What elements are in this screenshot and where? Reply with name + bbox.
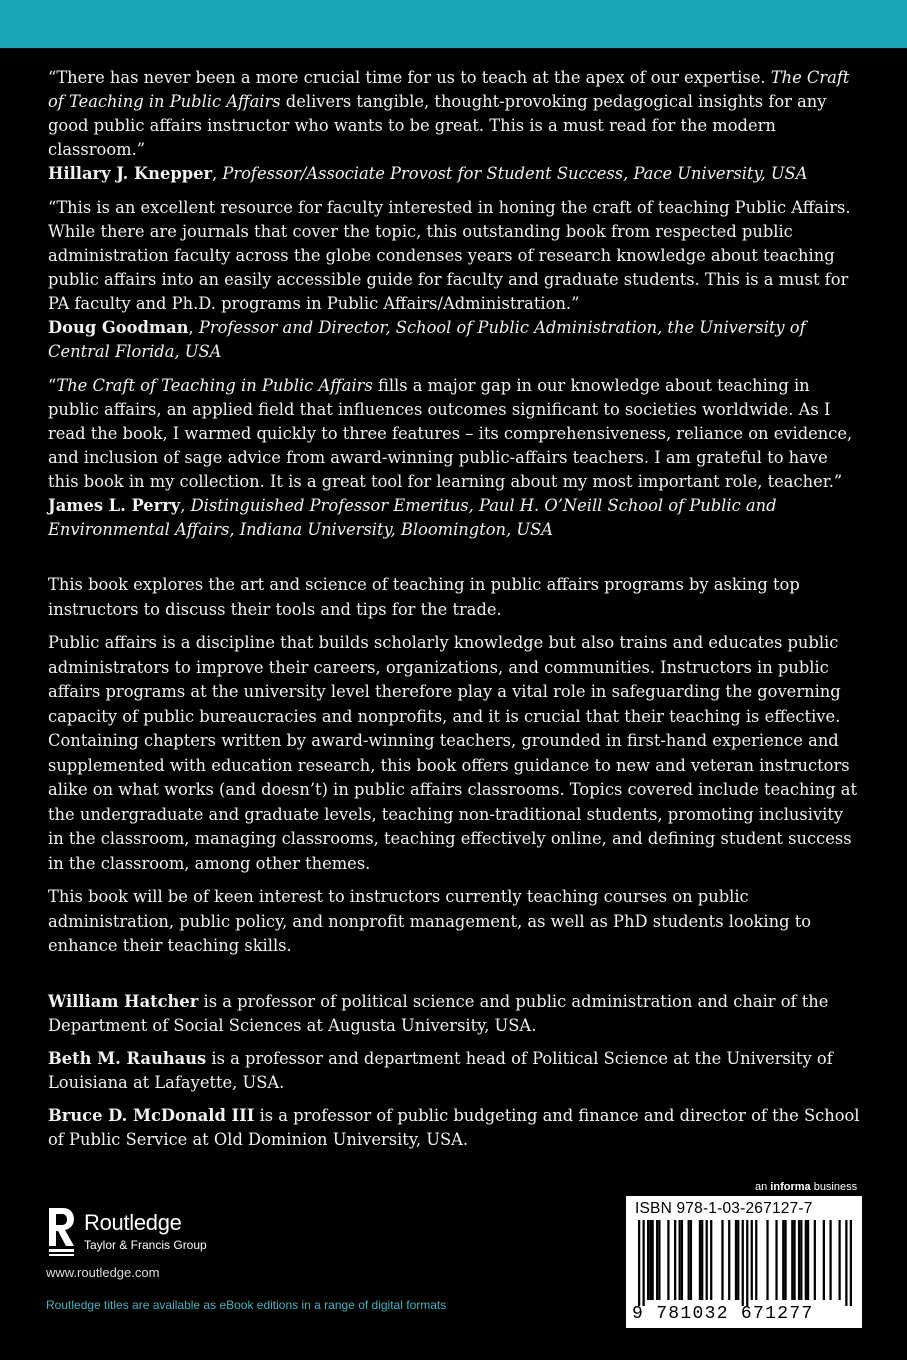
top-color-bar: [0, 0, 907, 48]
barcode-bar: [667, 1220, 669, 1300]
barcode-bar: [751, 1220, 753, 1300]
barcode-bar: [746, 1220, 748, 1306]
barcode-bar: [674, 1220, 676, 1300]
barcode-bar: [690, 1220, 692, 1300]
routledge-logo: [46, 1206, 246, 1258]
back-cover-text: [48, 66, 860, 1161]
barcode-bar: [658, 1220, 660, 1300]
author-bio: William Hatcher is a professor of political science and public administration and chair of the Department of Social Sciences at Augusta University, USA.: [48, 991, 829, 1035]
routledge-r-icon: [46, 1206, 76, 1258]
barcode-bar: [710, 1220, 712, 1300]
barcode-bars: [638, 1220, 852, 1306]
barcode-bar: [638, 1220, 640, 1306]
barcode-bar: [807, 1220, 809, 1300]
barcode-bar: [823, 1220, 825, 1300]
endorser-title: Distinguished Professor Emeritus, Paul H. O’Neill School of Public and Environmental Affairs, Indiana University, Bloomington, USA: [48, 496, 777, 539]
endorsement: [48, 66, 860, 186]
barcode-bar: [829, 1220, 831, 1300]
barcode-bar: [681, 1220, 683, 1300]
endorsement-quote: “The Craft of Teaching in Public Affairs fills a major gap in our knowledge about teaching in public affairs, an applied field that influences outcomes significant to societies worldwide. As I read the book, I warmed quickly to three features – its comprehensiveness, reliance on evidence, and inclusion of sage advice from award-winning public-affairs teachers. I am grateful to have this book in my collection. It is a great tool for learning about my most important role, teacher.”: [48, 376, 853, 491]
endorsement-quote: “This is an excellent resource for faculty interested in honing the craft of teaching Public Affairs. While there are journals that cover the topic, this outstanding book from respected public administration faculty across the globe condenses years of research knowledge about teaching public affairs into an easily accessible guide for faculty and graduate students. This is a must for PA faculty and Ph.D. programs in Public Affairs/Administration.”: [48, 198, 851, 313]
author-bio: Bruce D. McDonald III is a professor of public budgeting and finance and director of the School of Public Service at Old Dominion University, USA.: [48, 1105, 860, 1149]
barcode-digits: 9 781032 671277: [632, 1304, 814, 1324]
description-paragraph: This book explores the art and science of teaching in public affairs programs by asking top instructors to discuss their tools and tips for the trade.: [48, 575, 800, 619]
author-bio: Beth M. Rauhaus is a professor and department head of Political Science at the University of Louisiana at Lafayette, USA.: [48, 1048, 833, 1092]
endorsements: [48, 66, 860, 542]
endorsement-attribution: Hillary J. Knepper, Professor/Associate Provost for Student Success, Pace University, USA: [48, 164, 808, 183]
barcode-bar: [805, 1220, 807, 1300]
endorsement-attribution: Doug Goodman, Professor and Director, School of Public Administration, the University of Central Florida, USA: [48, 318, 806, 361]
barcode-bar: [814, 1220, 816, 1300]
author-bios: [48, 990, 860, 1152]
barcode-bar: [728, 1220, 730, 1300]
barcode-bar: [706, 1220, 708, 1300]
book-description: [48, 573, 860, 959]
isbn-barcode: [626, 1196, 862, 1328]
endorser-name: James L. Perry: [48, 496, 181, 515]
barcode-bar: [699, 1220, 701, 1300]
barcode-bar: [791, 1220, 793, 1300]
endorsement: [48, 374, 860, 542]
endorser-name: Doug Goodman: [48, 318, 189, 337]
isbn-label: ISBN 978-1-03-267127-7: [635, 1200, 813, 1217]
endorsement: [48, 196, 860, 364]
author-name: Beth M. Rauhaus: [48, 1048, 207, 1068]
author-name: William Hatcher: [48, 991, 199, 1011]
barcode-bar: [643, 1220, 645, 1306]
endorsement-attribution: James L. Perry, Distinguished Professor Emeritus, Paul H. O’Neill School of Public and Environmental Affairs, Indiana University, Bloomington, USA: [48, 496, 777, 539]
barcode-bar: [793, 1220, 795, 1300]
barcode-bar: [775, 1220, 777, 1300]
barcode-bar: [845, 1220, 847, 1306]
author-name: Bruce D. McDonald III: [48, 1105, 255, 1125]
barcode-bar: [838, 1220, 840, 1300]
endorser-title: Professor/Associate Provost for Student Success, Pace University, USA: [222, 164, 808, 183]
barcode-bar: [800, 1220, 802, 1300]
endorser-title: Professor and Director, School of Public Administration, the University of Central Florida, USA: [48, 318, 806, 361]
barcode-bar: [721, 1220, 723, 1300]
endorsement-quote: “There has never been a more crucial time for us to teach at the apex of our expertise. The Craft of Teaching in Public Affairs delivers tangible, thought-provoking pedagogical insights for any good public affairs instructor who wants to be great. This is a must read for the modern classroom.”: [48, 68, 850, 159]
publisher-group: Taylor & Francis Group: [84, 1238, 207, 1252]
barcode-bar: [798, 1220, 800, 1300]
barcode-bar: [649, 1220, 651, 1300]
description-paragraph: Public affairs is a discipline that builds scholarly knowledge but also trains and educates public administrators to improve their careers, organizations, and communities. Instructors in public affairs programs at the university level therefore play a vital role in safeguarding the governing capacity of public bureaucracies and nonprofits, and it is crucial that their teaching is effective. Containing chapters written by award-winning teachers, grounded in first-hand experience and supplemented with education research, this book offers guidance to new and veteran instructors alike on what works (and doesn’t) in public affairs classrooms. Topics covered include teaching at the undergraduate and graduate levels, teaching non-traditional students, promoting inclusivity in the classroom, managing classrooms, teaching effectively online, and defining student success in the classroom, among other themes.: [48, 633, 858, 873]
barcode-bar: [647, 1220, 649, 1300]
barcode-bar: [737, 1220, 739, 1300]
barcode-bar: [755, 1220, 757, 1300]
barcode-bar: [784, 1220, 786, 1300]
barcode-bar: [656, 1220, 658, 1300]
barcode-bar: [782, 1220, 784, 1300]
ebook-note: Routledge titles are available as eBook editions in a range of digital formats: [46, 1298, 447, 1312]
description-paragraph: This book will be of keen interest to instructors currently teaching courses on public administration, public policy, and nonprofit management, as well as PhD students looking to enhance their teaching skills.: [48, 887, 812, 955]
barcode-bar: [688, 1220, 690, 1300]
informa-business-label: an informa business: [755, 1181, 858, 1193]
endorser-name: Hillary J. Knepper: [48, 164, 213, 183]
barcode-bar: [742, 1220, 744, 1306]
barcode-bar: [679, 1220, 681, 1300]
barcode-bar: [735, 1220, 737, 1300]
barcode-bar: [766, 1220, 768, 1300]
publisher-name: Routledge: [84, 1210, 182, 1235]
barcode-bar: [652, 1220, 654, 1300]
barcode-bar: [850, 1220, 852, 1306]
barcode-bar: [701, 1220, 703, 1300]
publisher-website: www.routledge.com: [46, 1265, 160, 1280]
